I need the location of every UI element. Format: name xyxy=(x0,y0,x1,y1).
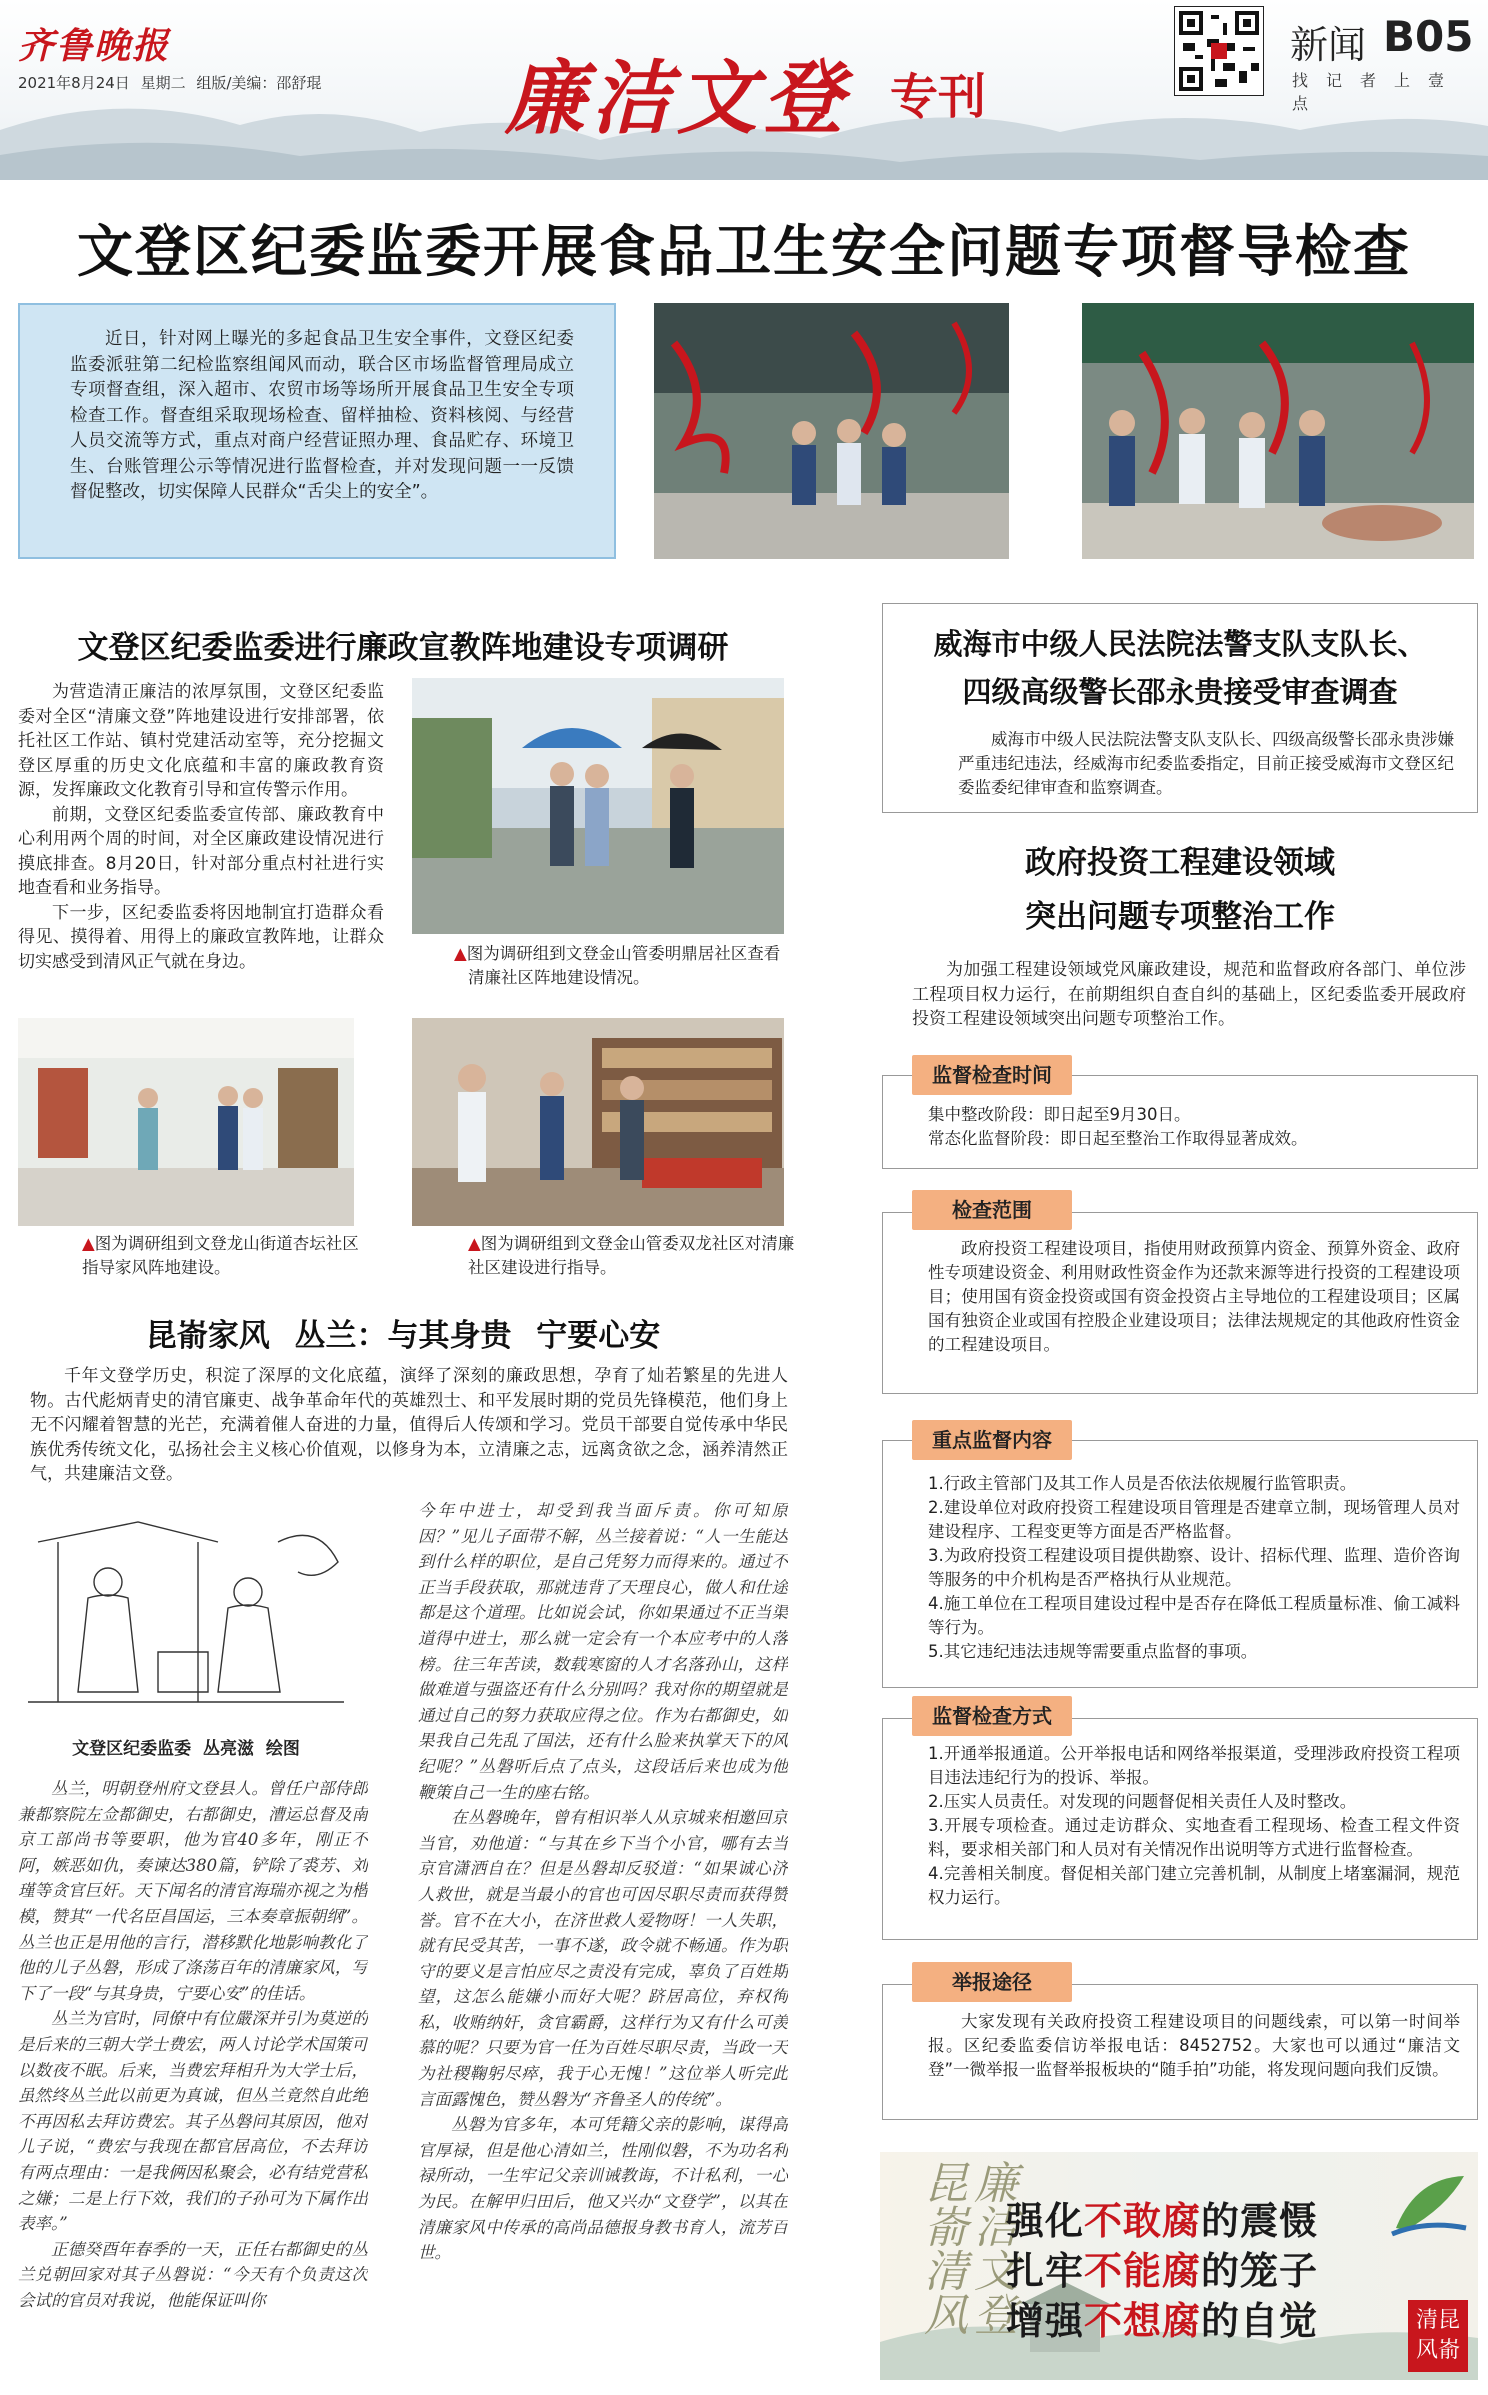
section-body-scope xyxy=(928,1237,1460,1357)
banner-brush-calligraphy: 廉洁文登 昆嵛清风 xyxy=(916,2160,1017,2336)
red-seal-stamp: 清昆风嵛 xyxy=(1408,2300,1468,2372)
method-item: 3.开展专项检查。通过走访群众、实地查看工程现场、检查工程文件资料，要求相关部门和人员对有关情况作出说明等方式进行监督检查。 xyxy=(928,1816,1460,1859)
report-text: 大家发现有关政府投资工程建设项目的问题线索，可以第一时间举报。区纪委监委信访举报电话：8452752。大家也可以通过“廉洁文登”一微举报一监督举报板块的“随手拍”功能，将发现问题向我们反馈。 xyxy=(928,2012,1460,2079)
section-tab-report: 举报途径 xyxy=(912,1962,1072,2002)
gov-lead xyxy=(912,958,1466,1032)
section-name: 新闻 xyxy=(1290,23,1367,67)
time-line: 集中整改阶段：即日起至9月30日。 xyxy=(928,1105,1191,1124)
court-headline xyxy=(882,620,1478,716)
gov-lead-text: 为加强工程建设领域党风廉政建设，规范和监督政府各部门、单位涉工程项目权力运行，在前期组织自查自纠的基础上，区纪委监委开展政府投资工程建设领域突出问题专项整治工作。 xyxy=(912,960,1466,1029)
slogan-highlight: 不能腐 xyxy=(1084,2248,1202,2293)
story-column-2 xyxy=(418,1498,788,2374)
story-paragraph: 丛兰，明朝登州府文登县人。曾任户部侍郎兼都察院左佥都御史，右都御史，漕运总督及南京工部尚书等要职，他为官40多年，刚正不阿，嫉恶如仇，奏谏达380篇，铲除了裘芳、刘瑾等贪官巨奸。天下闻名的清官海瑞亦视之为楷模，赞其“一代名臣昌国运，三本奏章振朝纲”。丛兰也正是用他的言行，潜移默化地影响教化了他的儿子丛磐，形成了涤荡百年的清廉家风，写下了一段“与其身贵，宁要心安”的佳话。 xyxy=(18,1779,368,2003)
story-paragraph: 正德癸酉年春季的一天，正任右都御史的丛兰兑朝回家对其子丛磐说：“今天有个负责这次会试的官员对我说，他能保证叫你 xyxy=(18,2239,368,2310)
slogan-tag: 找记者上壹点 xyxy=(1292,71,1463,113)
focus-item: 3.为政府投资工程建设项目提供勘察、设计、招标代理、监理、造价咨询等服务的中介机构是否严格执行从业规范。 xyxy=(928,1546,1460,1589)
section-body-focus xyxy=(928,1472,1460,1664)
caption-library xyxy=(412,1232,797,1280)
page-number: B05 xyxy=(1383,12,1474,61)
paper-name: 齐鲁晚报 xyxy=(18,25,171,67)
slogan-highlight: 不敢腐 xyxy=(1084,2198,1202,2243)
focus-item: 4.施工单位在工程项目建设过程中是否存在降低工程质量标准、偷工减料等行为。 xyxy=(928,1594,1460,1637)
market-inspection-photo-2 xyxy=(1082,303,1474,559)
umbrella-visit-photo xyxy=(412,678,784,934)
court-body xyxy=(958,728,1454,800)
section-body-time xyxy=(928,1103,1460,1151)
intro-box xyxy=(18,303,616,559)
story-column-1 xyxy=(18,1776,368,2372)
market-inspection-photo-1 xyxy=(654,303,1009,559)
left-paragraph: 前期，文登区纪委监委宣传部、廉政教育中心利用两个周的时间，对全区廉政建设情况进行摸底排查。8月20日，针对部分重点村社进行实地查看和业务指导。 xyxy=(18,804,384,898)
main-headline: 文登区纪委监委开展食品卫生安全问题专项督导检查 xyxy=(77,219,1411,285)
intro-text: 近日，针对网上曝光的多起食品卫生安全事件，文登区纪委监委派驻第二纪检监察组闻风而动，联合区市场监督管理局成立专项督查组，深入超市、农贸市场等场所开展食品卫生安全专项检查工作。督查组采取现场检查、留样抽检、资料核阅、与经营人员交流等方式，重点对商户经营证照办理、食品贮存、环境卫生、台账管理公示等情况进行监督检查，并对发现问题一一反馈督促整改，切实保障人民群众“舌尖上的安全”。 xyxy=(70,329,574,502)
caption-text: 图为调研组到文登龙山街道杏坛社区指导家风阵地建设。 xyxy=(82,1234,359,1277)
caption-text: 图为调研组到文登金山管委明鼎居社区查看清廉社区阵地建设情况。 xyxy=(466,944,781,987)
gov-headline-line: 突出问题专项整治工作 xyxy=(1025,899,1335,935)
special-suffix: 专刊 xyxy=(890,69,987,125)
ink-illustration xyxy=(18,1502,354,1716)
caption-umbrella xyxy=(412,942,784,990)
slogan-part: 扎牢 xyxy=(1006,2248,1085,2293)
triangle-marker-icon: ▲ xyxy=(82,1234,95,1253)
story-lead-text: 千年文登学历史，积淀了深厚的文化底蕴，演绎了深刻的廉政思想，孕育了灿若繁星的先进人物。古代彪炳青史的清官廉吏、战争革命年代的英雄烈士、和平发展时期的党员先锋模范，他们身上无不闪耀着智慧的光芒，充满着催人奋进的力量，值得后人传颂和学习。党员干部要自觉传承中华民族优秀传统文化，弘扬社会主义核心价值观，以修身为本，立清廉之志，远离贪欲之念，涵养清然正气，共建廉洁文登。 xyxy=(30,1366,788,1484)
left-headline: 文登区纪委监委进行廉政宣教阵地建设专项调研 xyxy=(77,630,729,666)
banner-slogan-line xyxy=(1006,2240,1318,2295)
story-paragraph: 今年中进士，却受到我当面斥责。你可知原因？”见儿子面带不解，丛兰接着说：“人一生能达到什么样的职位，是自己凭努力而得来的。通过不正当手段获取，那就违背了天理良心，做人和仕途都是这个道理。比如说会试，你如果通过不正当渠道得中进士，那么就一定会有一个本应考中的人落榜。往三年苦读，数载寒窗的人才名落孙山，这样做难道与强盗还有什么分别吗？我对你的期望就是通过自己的努力获取应得之位。作为右都御史，如果我自己先乱了国法，还有什么脸来执掌天下的风纪呢？”丛磐听后点了点头，这段话后来也成为他鞭策自己一生的座右铭。 xyxy=(418,1501,788,1802)
section-tab-focus: 重点监督内容 xyxy=(912,1420,1072,1460)
qr-code-icon[interactable] xyxy=(1174,6,1264,96)
slogan-part: 的震慑 xyxy=(1201,2198,1319,2243)
gov-headline xyxy=(882,836,1478,944)
banner-slogan-line xyxy=(1006,2190,1318,2245)
left-paragraph: 为营造清正廉洁的浓厚氛围，文登区纪委监委对全区“清廉文登”阵地建设进行安排部署，依托社区工作站、镇村党建活动室等，充分挖掘文登区厚重的历史文化底蕴和丰富的廉政教育资源，发挥廉政文化教育引导和宣传警示作用。 xyxy=(18,682,384,800)
slogan-part: 的自觉 xyxy=(1201,2298,1319,2343)
slogan-part: 的笼子 xyxy=(1201,2248,1319,2293)
method-item: 2.压实人员责任。对发现的问题督促相关责任人及时整改。 xyxy=(928,1792,1357,1811)
slogan-part: 强化 xyxy=(1006,2198,1085,2243)
section-tab-scope: 检查范围 xyxy=(912,1190,1072,1230)
focus-item: 5.其它违纪违法违规等需要重点监督的事项。 xyxy=(928,1642,1258,1661)
story-lead xyxy=(18,1364,788,1487)
gov-headline-line: 政府投资工程建设领域 xyxy=(1025,845,1335,881)
method-item: 1.开通举报通道。公开举报电话和网络举报渠道，受理涉政府投资工程项目违法违纪行为的投诉、举报。 xyxy=(928,1744,1460,1787)
corridor-visit-photo xyxy=(18,1018,354,1226)
court-headline-line: 四级高级警长邵永贵接受审查调查 xyxy=(962,675,1398,709)
focus-item: 2.建设单位对政府投资工程建设项目管理是否建章立制，现场管理人员对建设程序、工程变更等方面是否严格监督。 xyxy=(928,1498,1460,1541)
story-paragraph: 丛兰为官时，同僚中有位嚴深并引为莫逆的是后来的三朝大学士费宏，两人讨论学术国策可以数夜不眠。后来，当费宏拜相升为大学士后，虽然终丛兰此以前更为真诚，但丛兰竟然自此绝不再因私去拜访费宏。其子丛磐问其原因，他对儿子说，“费宏与我现在都官居高位，不去拜访有两点理由：一是我俩因私聚会，必有结党营私之嫌；二是上行下效，我们的子孙可为下属作出表率。” xyxy=(18,2009,368,2234)
slogan-highlight: 不想腐 xyxy=(1084,2298,1202,2343)
section-body-report xyxy=(928,2010,1460,2082)
focus-item: 1.行政主管部门及其工作人员是否依法依规履行监管职责。 xyxy=(928,1474,1357,1493)
caption-corridor xyxy=(18,1232,363,1280)
court-body-text: 威海市中级人民法院法警支队支队长、四级高级警长邵永贵涉嫌严重违纪违法，经威海市纪委监委指定，目前正接受威海市文登区纪委监委纪律审查和监察调查。 xyxy=(958,730,1454,797)
issue-line: 2021年8月24日 星期二 组版/美编：邵舒琨 xyxy=(18,74,322,92)
story-paragraph: 在丛磐晚年，曾有相识举人从京城来相邀回京当官，劝他道：“与其在乡下当个小官，哪有去当京官潇洒自在？但是丛磐却反驳道：“如果诚心济人救世，就是当最小的官也可因尽职尽责而获得赞誉。官不在大小，在济世救人爱物呀！一人失职，就有民受其苦，一事不遂，政令就不畅通。作为职守的要义是言怕应尽之责没有完成，辜负了百姓期望，这怎么能嫌小而好大呢？跻居高位，弃权徇私，收贿纳奸，贪官霸爵，这样行为又有什么可羡慕的呢？只要为官一任为百姓尽职尽责，当政一天为社稷鞠躬尽瘁，我于心无愧！”这位举人听完此言面露愧色，赞丛磐为“齐鲁圣人的传统”。 xyxy=(418,1808,788,2109)
triangle-marker-icon: ▲ xyxy=(468,1234,481,1253)
method-item: 4.完善相关制度。督促相关部门建立完善机制，从制度上堵塞漏洞，规范权力运行。 xyxy=(928,1864,1460,1907)
court-headline-line: 威海市中级人民法院法警支队支队长、 xyxy=(933,627,1427,661)
slogan-part: 增强 xyxy=(1006,2298,1085,2343)
illustration-caption: 文登区纪委监委 丛亮滋 绘图 xyxy=(72,1739,300,1759)
story-paragraph: 丛磐为官多年，本可凭籍父亲的影响，谋得高官厚禄，但是他心清如兰，性刚似磐，不为功名利禄所动，一生牢记父亲训诫教诲，不计私利，一心为民。在解甲归田后，他又兴办“文登学”，以其在清廉家风中传承的高尚品德报身教书育人，流芳百世。 xyxy=(418,2115,788,2263)
left-body xyxy=(18,680,384,974)
leaf-logo-icon xyxy=(1386,2168,1470,2244)
banner-slogan-line xyxy=(1006,2290,1318,2345)
story-headline: 昆嵛家风 丛兰：与其身贵 宁要心安 xyxy=(145,1318,661,1354)
triangle-marker-icon: ▲ xyxy=(454,944,467,963)
section-body-method xyxy=(928,1742,1460,1910)
library-visit-photo xyxy=(412,1018,784,1226)
time-line: 常态化监督阶段：即日起至整治工作取得显著成效。 xyxy=(928,1129,1308,1148)
left-paragraph: 下一步，区纪委监委将因地制宜打造群众看得见、摸得着、用得上的廉政宣教阵地，让群众切实感受到清风正气就在身边。 xyxy=(18,902,384,972)
scope-text: 政府投资工程建设项目，指使用财政预算内资金、预算外资金、政府性专项建设资金、利用财政性资金作为还款来源等进行投资的工程建设项目；使用国有资金投资或国有资金投资占主导地位的工程建设项目；区属国有独资企业或国有控股企业建设项目；法律法规规定的其他政府性资金的工程建设项目。 xyxy=(928,1239,1460,1354)
caption-text: 图为调研组到文登金山管委双龙社区对清廉社区建设进行指导。 xyxy=(468,1234,795,1277)
special-title: 廉洁文登 xyxy=(505,51,849,145)
section-tab-time: 监督检查时间 xyxy=(912,1055,1072,1095)
section-tab-method: 监督检查方式 xyxy=(912,1696,1072,1736)
